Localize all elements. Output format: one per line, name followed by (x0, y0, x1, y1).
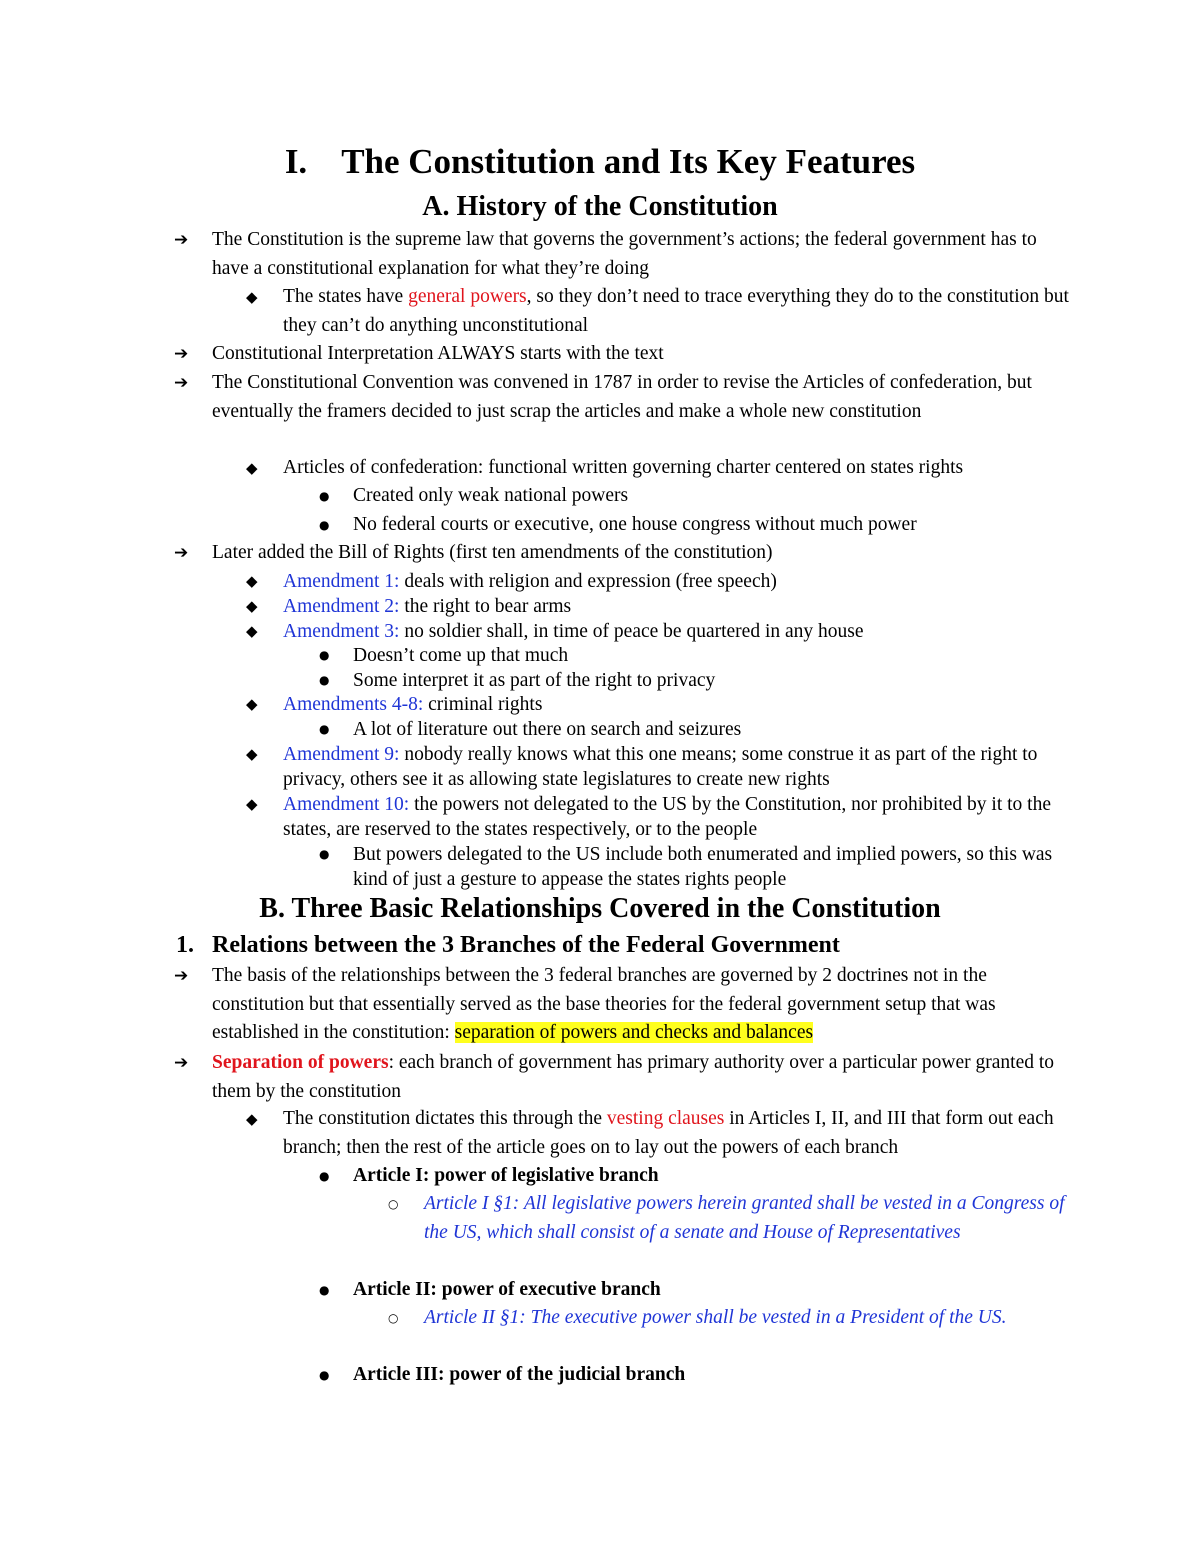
diamond-bullet-icon: ◆ (246, 795, 258, 813)
dot-bullet-icon: ● (319, 489, 330, 503)
dot-bullet-icon: ● (319, 518, 330, 532)
bullet-article-2-quote: ○ Article II §1: The executive power shall be vested in a President of the US. (424, 1304, 1074, 1333)
bullet-am3-frequency: ● Doesn’t come up that much (319, 645, 569, 666)
circle-bullet-icon: ○ (388, 1197, 399, 1211)
diamond-bullet-icon: ◆ (246, 597, 258, 615)
bullet-article-3: ● Article III: power of the judicial branch (353, 1361, 1073, 1390)
circle-bullet-icon: ○ (388, 1311, 399, 1325)
term-vesting-clauses: vesting clauses (606, 1108, 725, 1129)
arrow-bullet-icon: ➔ (174, 543, 189, 563)
dot-bullet-icon: ● (319, 1368, 330, 1382)
dot-bullet-icon: ● (319, 648, 330, 662)
diamond-bullet-icon: ◆ (246, 459, 258, 477)
heading-history: A. History of the Constitution (422, 191, 778, 222)
heading-three-relationships: B. Three Basic Relationships Covered in the Constitution (259, 893, 941, 924)
bullet-articles-confederation: ◆ Articles of confederation: functional written governing charter centered on states rights (283, 454, 1073, 483)
bullet-amendment-1: ◆ Amendment 1: deals with religion and expression (free speech) (246, 571, 777, 592)
term-separation-of-powers: Separation of powers (212, 1052, 389, 1073)
bullet-convention: ➔ The Constitutional Convention was convened in 1787 in order to revise the Articles of confederation, but eventually the framers decided to just scrap the articles and make a whole new constitution (212, 369, 1072, 426)
highlight-doctrines: separation of powers and checks and balances (454, 1022, 814, 1043)
bullet-article-2: ● Article II: power of executive branch (353, 1276, 1073, 1305)
diamond-bullet-icon: ◆ (246, 288, 258, 306)
bullet-amendment-10: ◆ Amendment 10: the powers not delegated to the US by the Constitution, nor prohibited by it to the states, are reserved to the states respectively, or to the people (246, 794, 1051, 840)
bullet-interpretation: ➔ Constitutional Interpretation ALWAYS starts with the text (212, 340, 1072, 369)
bullet-article-1: ● Article I: power of legislative branch (353, 1162, 1073, 1191)
title-text: The Constitution and Its Key Features (341, 142, 916, 181)
dot-bullet-icon: ● (319, 722, 330, 736)
bullet-bill-of-rights: ➔ Later added the Bill of Rights (first ten amendments of the constitution) (212, 539, 1072, 568)
diamond-bullet-icon: ◆ (246, 695, 258, 713)
bullet-amendment-3: ◆ Amendment 3: no soldier shall, in time of peace be quartered in any house (246, 621, 864, 642)
bullet-state-powers: ◆ The states have general powers, so they don’t need to trace everything they do to the constitution but they can’t do anything unconstitutional (283, 283, 1073, 340)
arrow-bullet-icon: ➔ (174, 344, 189, 364)
bullet-vesting-clauses: ◆ The constitution dictates this through the vesting clauses in Articles I, II, and III that form out each branch; then the rest of the article goes on to lay out the powers of each branch (283, 1105, 1073, 1162)
bullet-supreme-law: ➔ The Constitution is the supreme law that governs the government’s actions; the federal government has to have a constitutional explanation for what they’re doing (212, 226, 1072, 283)
bullet-amendment-9: ◆ Amendment 9: nobody really knows what this one means; some construe it as part of the right to privacy, others see it as allowing state legislatures to create new rights (246, 744, 1038, 790)
bullet-article-1-quote: ○ Article I §1: All legislative powers herein granted shall be vested in a Congress of the US, which shall consist of a senate and House of Representatives (424, 1190, 1074, 1247)
bullet-amendment-2: ◆ Amendment 2: the right to bear arms (246, 596, 572, 617)
subheading-branches: 1. Relations between the 3 Branches of the Federal Government (176, 932, 840, 958)
bullet-am3-privacy: ● Some interpret it as part of the right to privacy (319, 670, 716, 691)
arrow-bullet-icon: ➔ (174, 230, 189, 250)
dot-bullet-icon: ● (319, 1169, 330, 1183)
bullet-no-federal-courts: ● No federal courts or executive, one house congress without much power (353, 511, 1073, 540)
diamond-bullet-icon: ◆ (246, 1110, 258, 1128)
bullet-search-seizures: ● A lot of literature out there on search and seizures (319, 719, 742, 740)
diamond-bullet-icon: ◆ (246, 622, 258, 640)
diamond-bullet-icon: ◆ (246, 572, 258, 590)
bullet-delegated-powers: ● But powers delegated to the US include both enumerated and implied powers, so this was kind of just a gesture to appease the states rights people (319, 844, 1053, 890)
arrow-bullet-icon: ➔ (174, 373, 189, 393)
bullet-weak-powers: ● Created only weak national powers (353, 482, 1073, 511)
document-title (0, 140, 1200, 184)
arrow-bullet-icon: ➔ (174, 1053, 189, 1073)
title-numeral: I. (284, 142, 308, 181)
dot-bullet-icon: ● (319, 847, 330, 861)
dot-bullet-icon: ● (319, 1283, 330, 1297)
bullet-amendments-4-8: ◆ Amendments 4-8: criminal rights (246, 694, 543, 715)
bullet-separation-of-powers: ➔ Separation of powers: each branch of government has primary authority over a particular power granted to them by the constitution (212, 1049, 1072, 1106)
term-general-powers: general powers (408, 286, 527, 307)
arrow-bullet-icon: ➔ (174, 966, 189, 986)
diamond-bullet-icon: ◆ (246, 745, 258, 763)
dot-bullet-icon: ● (319, 673, 330, 687)
bullet-basis-relationships: ➔ The basis of the relationships between the 3 federal branches are governed by 2 doctrines not in the constitution but that essentially served as the base theories for the federal government setup that was established in the constitution: separation of powers and checks and balances (212, 962, 1072, 1048)
